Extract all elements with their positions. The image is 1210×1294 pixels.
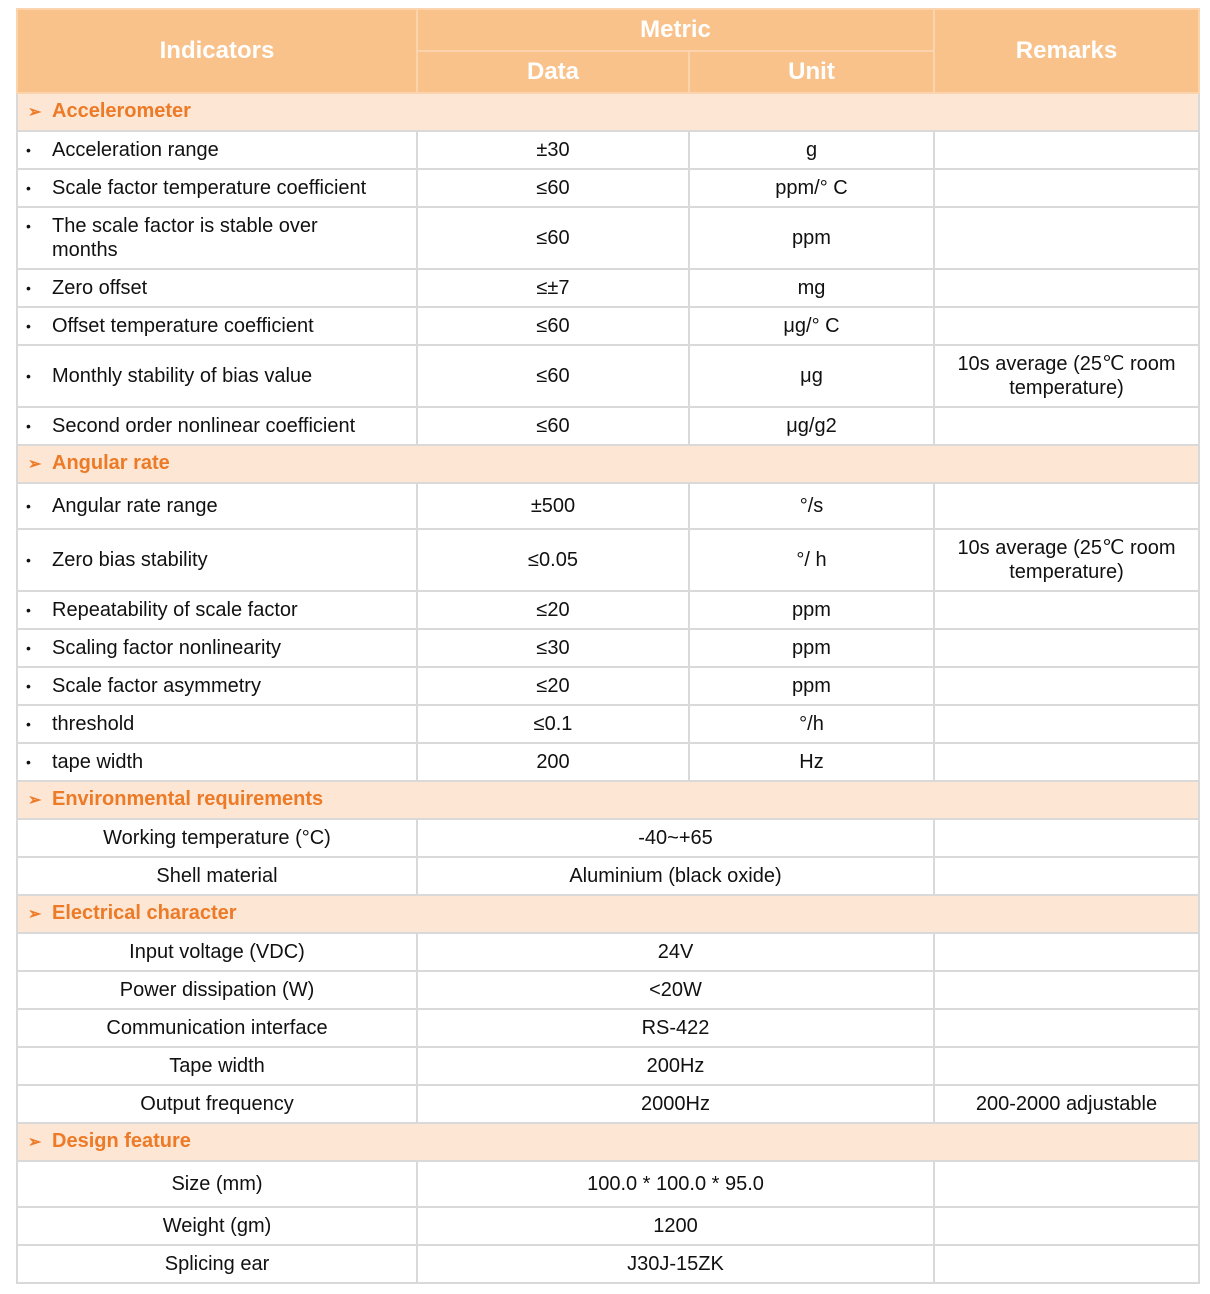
indicator-name: Tape width	[17, 1047, 417, 1085]
indicator-name: Communication interface	[17, 1009, 417, 1047]
bullet-icon: •	[26, 180, 31, 196]
bullet-icon: •	[26, 498, 31, 514]
bullet-icon: •	[26, 716, 31, 732]
section-title: Accelerometer	[52, 100, 191, 122]
indicator-name: Scaling factor nonlinearity	[52, 637, 282, 659]
unit-value: g	[689, 131, 934, 169]
unit-value: °/s	[689, 483, 934, 529]
remark-value	[934, 483, 1199, 529]
table-row	[17, 971, 1199, 1009]
section-angular-rate	[17, 445, 1199, 483]
remark-value	[934, 971, 1199, 1009]
bullet-icon: •	[26, 754, 31, 770]
remark-value	[934, 705, 1199, 743]
unit-value: μg/g2	[689, 407, 934, 445]
indicator-name: Power dissipation (W)	[17, 971, 417, 1009]
data-value: ±30	[417, 131, 689, 169]
section-electrical	[17, 895, 1199, 933]
indicator-name: Size (mm)	[17, 1161, 417, 1207]
arrow-right-icon: ➢	[28, 906, 42, 923]
table-row	[17, 591, 1199, 629]
section-environmental	[17, 781, 1199, 819]
remark-value	[934, 131, 1199, 169]
data-value: ≤±7	[417, 269, 689, 307]
unit-value: ppm	[689, 591, 934, 629]
data-value: ≤60	[417, 207, 689, 269]
spec-table	[16, 8, 1200, 1284]
indicator-name: Splicing ear	[17, 1245, 417, 1283]
table-row	[17, 407, 1199, 445]
header-unit: Unit	[689, 51, 934, 93]
indicator-name: Scale factor asymmetry	[52, 675, 261, 697]
remark-value: 10s average (25℃ room temperature)	[934, 345, 1199, 407]
table-row	[17, 857, 1199, 895]
data-value: ≤60	[417, 307, 689, 345]
remark-value	[934, 629, 1199, 667]
table-row	[17, 131, 1199, 169]
metric-value: 1200	[417, 1207, 934, 1245]
table-row	[17, 743, 1199, 781]
remark-value	[934, 1161, 1199, 1207]
remark-value: 10s average (25℃ room temperature)	[934, 529, 1199, 591]
data-value: ≤20	[417, 667, 689, 705]
table-row	[17, 269, 1199, 307]
unit-value: ppm/° C	[689, 169, 934, 207]
remark-value: 200-2000 adjustable	[934, 1085, 1199, 1123]
data-value: ±500	[417, 483, 689, 529]
indicator-name: Zero bias stability	[52, 549, 208, 571]
data-value: ≤60	[417, 345, 689, 407]
indicator-name: Acceleration range	[52, 139, 219, 161]
table-row	[17, 345, 1199, 407]
remark-value	[934, 1009, 1199, 1047]
section-design	[17, 1123, 1199, 1161]
remark-value	[934, 307, 1199, 345]
header-indicators: Indicators	[17, 9, 417, 93]
data-value: ≤60	[417, 169, 689, 207]
table-row	[17, 1207, 1199, 1245]
arrow-right-icon: ➢	[28, 456, 42, 473]
unit-value: ppm	[689, 207, 934, 269]
header-data: Data	[417, 51, 689, 93]
bullet-icon: •	[26, 640, 31, 656]
unit-value: ppm	[689, 667, 934, 705]
remark-value	[934, 933, 1199, 971]
bullet-icon: •	[26, 318, 31, 334]
section-title: Electrical character	[52, 902, 237, 924]
indicator-name: threshold	[52, 713, 135, 735]
arrow-right-icon: ➢	[28, 1134, 42, 1151]
arrow-right-icon: ➢	[28, 104, 42, 121]
remark-value	[934, 1047, 1199, 1085]
unit-value: ppm	[689, 629, 934, 667]
indicator-name: Second order nonlinear coefficient	[52, 415, 356, 437]
indicator-name: Offset temperature coefficient	[52, 315, 314, 337]
bullet-icon: •	[26, 142, 31, 158]
table-row	[17, 483, 1199, 529]
table-row	[17, 1047, 1199, 1085]
table-row	[17, 307, 1199, 345]
metric-value: 200Hz	[417, 1047, 934, 1085]
bullet-icon: •	[26, 218, 31, 234]
unit-value: mg	[689, 269, 934, 307]
data-value: ≤20	[417, 591, 689, 629]
bullet-icon: •	[26, 602, 31, 618]
data-value: ≤0.05	[417, 529, 689, 591]
indicator-name: The scale factor is stable over months	[52, 215, 318, 261]
section-title: Angular rate	[52, 452, 170, 474]
table-row	[17, 819, 1199, 857]
indicator-name: tape width	[52, 751, 144, 773]
remark-value	[934, 1245, 1199, 1283]
table-row	[17, 705, 1199, 743]
remark-value	[934, 857, 1199, 895]
remark-value	[934, 269, 1199, 307]
indicator-name: Weight (gm)	[17, 1207, 417, 1245]
table-row	[17, 1009, 1199, 1047]
metric-value: 24V	[417, 933, 934, 971]
indicator-name: Monthly stability of bias value	[52, 365, 313, 387]
header-remarks: Remarks	[934, 9, 1199, 93]
table-row	[17, 1085, 1199, 1123]
table-row	[17, 207, 1199, 269]
indicator-name: Angular rate range	[52, 495, 218, 517]
remark-value	[934, 667, 1199, 705]
indicator-name: Shell material	[17, 857, 417, 895]
spec-table-container	[16, 8, 1198, 1284]
remark-value	[934, 169, 1199, 207]
remark-value	[934, 407, 1199, 445]
remark-value	[934, 1207, 1199, 1245]
table-row	[17, 1161, 1199, 1207]
indicator-name: Working temperature (°C)	[17, 819, 417, 857]
indicator-name: Input voltage (VDC)	[17, 933, 417, 971]
metric-value: 100.0 * 100.0 * 95.0	[417, 1161, 934, 1207]
unit-value: °/ h	[689, 529, 934, 591]
header-metric: Metric	[417, 9, 934, 51]
section-accelerometer	[17, 93, 1199, 131]
metric-value: -40~+65	[417, 819, 934, 857]
unit-value: Hz	[689, 743, 934, 781]
table-row	[17, 667, 1199, 705]
data-value: ≤30	[417, 629, 689, 667]
table-row	[17, 933, 1199, 971]
arrow-right-icon: ➢	[28, 792, 42, 809]
table-row	[17, 629, 1199, 667]
table-row	[17, 529, 1199, 591]
bullet-icon: •	[26, 552, 31, 568]
indicator-name: Output frequency	[17, 1085, 417, 1123]
unit-value: °/h	[689, 705, 934, 743]
bullet-icon: •	[26, 418, 31, 434]
data-value: ≤60	[417, 407, 689, 445]
remark-value	[934, 819, 1199, 857]
unit-value: μg	[689, 345, 934, 407]
metric-value: RS-422	[417, 1009, 934, 1047]
remark-value	[934, 743, 1199, 781]
section-title: Design feature	[52, 1130, 191, 1152]
remark-value	[934, 207, 1199, 269]
metric-value: J30J-15ZK	[417, 1245, 934, 1283]
indicator-name: Repeatability of scale factor	[52, 599, 298, 621]
metric-value: 2000Hz	[417, 1085, 934, 1123]
data-value: 200	[417, 743, 689, 781]
metric-value: Aluminium (black oxide)	[417, 857, 934, 895]
bullet-icon: •	[26, 280, 31, 296]
indicator-name: Scale factor temperature coefficient	[52, 177, 367, 199]
section-title: Environmental requirements	[52, 788, 324, 810]
unit-value: μg/° C	[689, 307, 934, 345]
data-value: ≤0.1	[417, 705, 689, 743]
metric-value: <20W	[417, 971, 934, 1009]
table-row	[17, 1245, 1199, 1283]
indicator-name: Zero offset	[52, 277, 148, 299]
bullet-icon: •	[26, 678, 31, 694]
table-row	[17, 169, 1199, 207]
remark-value	[934, 591, 1199, 629]
bullet-icon: •	[26, 368, 31, 384]
